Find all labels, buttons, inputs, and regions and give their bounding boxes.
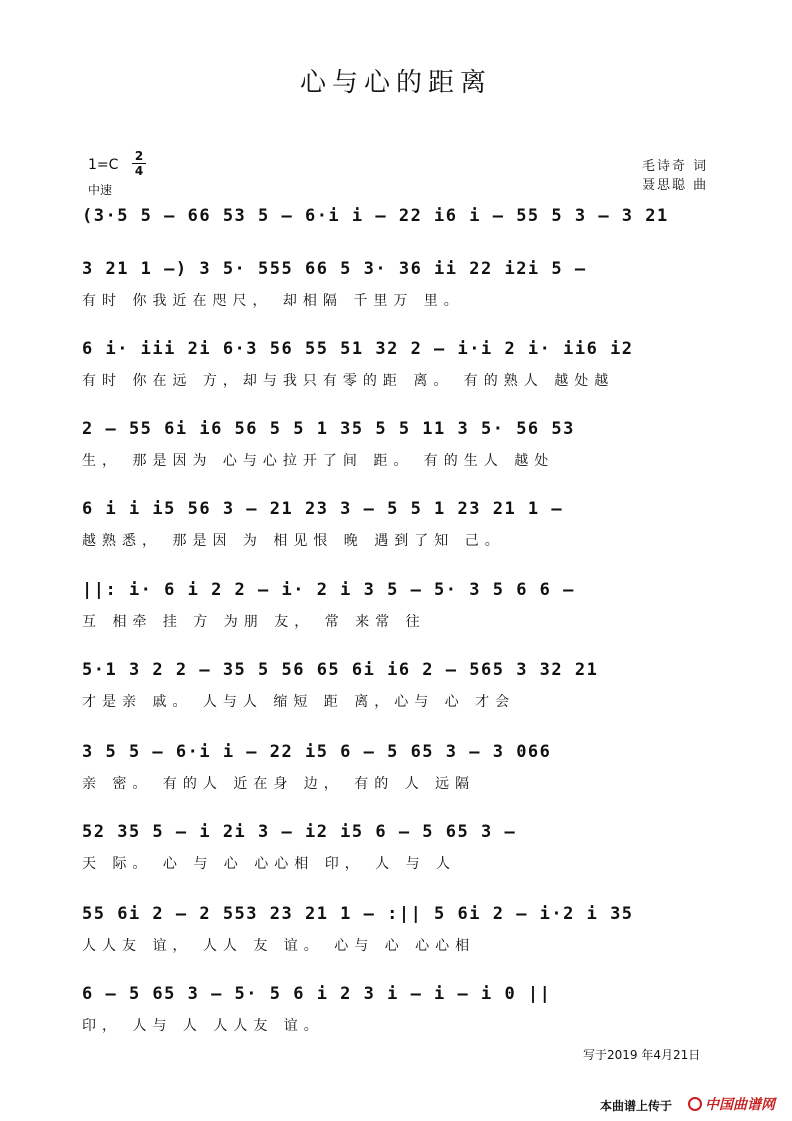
notation: 6 i· iii 2i 6·3 56 55 51 32 2 – i·i 2 i· ii6 i2 bbox=[82, 339, 634, 359]
upload-note: 本曲谱上传于 bbox=[600, 1099, 673, 1113]
lyrics: 有时 你我近在咫尺， 却相隔 千里万 里。 bbox=[82, 293, 464, 309]
notation: 3 21 1 –) 3 5· 555 66 5 3· 36 ii 22 i2i 5 – bbox=[82, 259, 587, 279]
time-signature-top: 2 bbox=[134, 149, 144, 163]
lyrics: 印， 人与 人 人人友 谊。 bbox=[82, 1018, 324, 1034]
tempo-marking: 中速 bbox=[88, 183, 113, 197]
site-logo-text: 中国曲谱网 bbox=[705, 1097, 775, 1113]
site-logo[interactable] bbox=[688, 1095, 784, 1113]
notation: 2 – 55 6i i6 56 5 5 1 35 5 5 11 3 5· 56 53 bbox=[82, 419, 575, 439]
notation: 5·1 3 2 2 – 35 5 56 65 6i i6 2 – 565 3 32 21 bbox=[82, 660, 599, 680]
composer-credit: 聂思聪 曲 bbox=[642, 178, 709, 193]
lyrics: 互 相牵 挂 方 为朋 友， 常 来常 往 bbox=[82, 614, 426, 630]
song-title: 心与心的距离 bbox=[299, 68, 492, 98]
notation: 6 – 5 65 3 – 5· 5 6 i 2 3 i – i – i 0 || bbox=[82, 984, 552, 1004]
notation: 52 35 5 – i 2i 3 – i2 i5 6 – 5 65 3 – bbox=[82, 822, 517, 842]
notation: (3·5 5 – 66 53 5 – 6·i i – 22 i6 i – 55 5 3 – 3 21 bbox=[82, 206, 669, 226]
lyrics: 有时 你在远 方，却与我只有零的距 离。 有的熟人 越处越 bbox=[82, 373, 615, 389]
lyrics: 生， 那是因为 心与心拉开了间 距。 有的生人 越处 bbox=[82, 453, 555, 469]
notation: 3 5 5 – 6·i i – 22 i5 6 – 5 65 3 – 3 066 bbox=[82, 742, 552, 762]
logo-mark-icon bbox=[688, 1097, 702, 1111]
lyrics: 亲 密。 有的人 近在身 边， 有的 人 远隔 bbox=[82, 776, 476, 792]
time-signature bbox=[132, 150, 146, 177]
composition-date: 写于2019 年4月21日 bbox=[583, 1048, 701, 1062]
key-signature: 1=C bbox=[88, 157, 119, 173]
notation: 6 i i i5 56 3 – 21 23 3 – 5 5 1 23 21 1 – bbox=[82, 499, 564, 519]
lyrics: 才是亲 戚。 人与人 缩短 距 离，心与 心 才会 bbox=[82, 694, 516, 710]
lyrics: 人人友 谊， 人人 友 谊。 心与 心 心心相 bbox=[82, 938, 476, 954]
notation: 55 6i 2 – 2 553 23 21 1 – :|| 5 6i 2 – i·2 i 35 bbox=[82, 904, 634, 924]
time-signature-bottom: 4 bbox=[134, 164, 144, 178]
lyrics: 天 际。 心 与 心 心心相 印， 人 与 人 bbox=[82, 856, 457, 872]
notation: ||: i· 6 i 2 2 – i· 2 i 3 5 – 5· 3 5 6 6 – bbox=[82, 580, 575, 600]
lyricist-credit: 毛诗奇 词 bbox=[642, 159, 709, 174]
lyrics: 越熟悉， 那是因 为 相见恨 晚 遇到了知 己。 bbox=[82, 533, 505, 549]
